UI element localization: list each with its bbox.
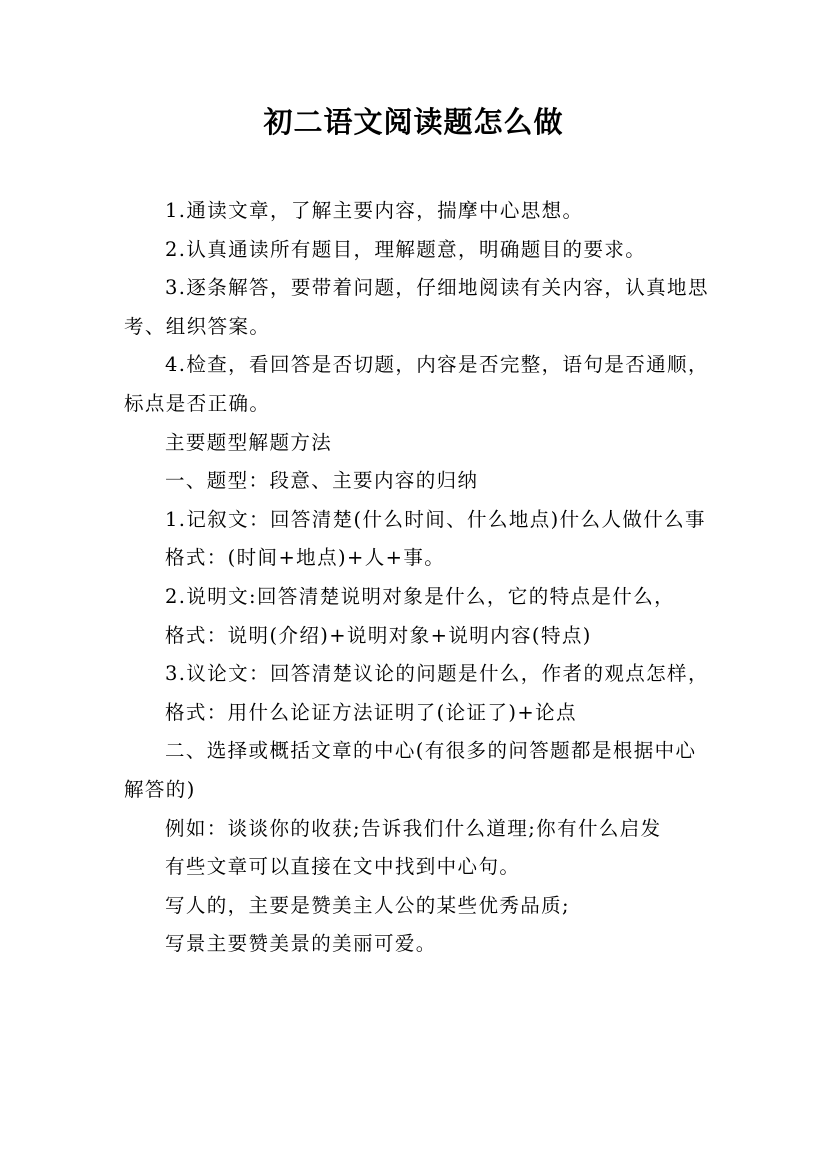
paragraph-narrative-format: 格式：(时间+地点)+人+事。 (164, 546, 446, 570)
paragraph-step-4: 4.检查，看回答是否切题，内容是否完整，语句是否通顺，标点是否正确。 (124, 353, 709, 415)
document-body (124, 192, 709, 964)
paragraph-central-sentence: 有些文章可以直接在文中找到中心句。 (164, 855, 521, 879)
paragraph-step-2: 2.认真通读所有题目，理解题意，明确题目的要求。 (164, 237, 647, 261)
paragraph-argumentative-format: 格式：用什么论证方法证明了(论证了)+论点 (164, 700, 577, 724)
paragraph-argumentative: 3.议论文：回答清楚议论的问题是什么，作者的观点怎样， (164, 662, 709, 686)
paragraph-step-3: 3.逐条解答，要带着问题，仔细地阅读有关内容，认真地思考、组织答案。 (124, 276, 709, 338)
document-title: 初二语文阅读题怎么做 (263, 105, 564, 139)
paragraph-step-1: 1.通读文章，了解主要内容，揣摩中心思想。 (164, 199, 584, 222)
subsection-heading-central-idea: 二、选择或概括文章的中心(有很多的问答题都是根据中心解答的) (124, 739, 697, 801)
paragraph-narrative: 1.记叙文：回答清楚(什么时间、什么地点)什么人做什么事 (164, 507, 706, 531)
paragraph-expository: 2.说明文:回答清楚说明对象是什么，它的特点是什么， (164, 584, 676, 608)
section-heading-methods: 主要题型解题方法 (164, 430, 333, 454)
subsection-heading-summary: 一、题型：段意、主要内容的归纳 (164, 469, 479, 493)
paragraph-expository-format: 格式：说明(介绍)+说明对象+说明内容(特点) (164, 623, 592, 647)
paragraph-writing-scenery: 写景主要赞美景的美丽可爱。 (164, 932, 437, 956)
paragraph-writing-people: 写人的，主要是赞美主人公的某些优秀品质; (164, 893, 571, 917)
paragraph-example: 例如：谈谈你的收获;告诉我们什么道理;你有什么启发 (164, 816, 662, 840)
